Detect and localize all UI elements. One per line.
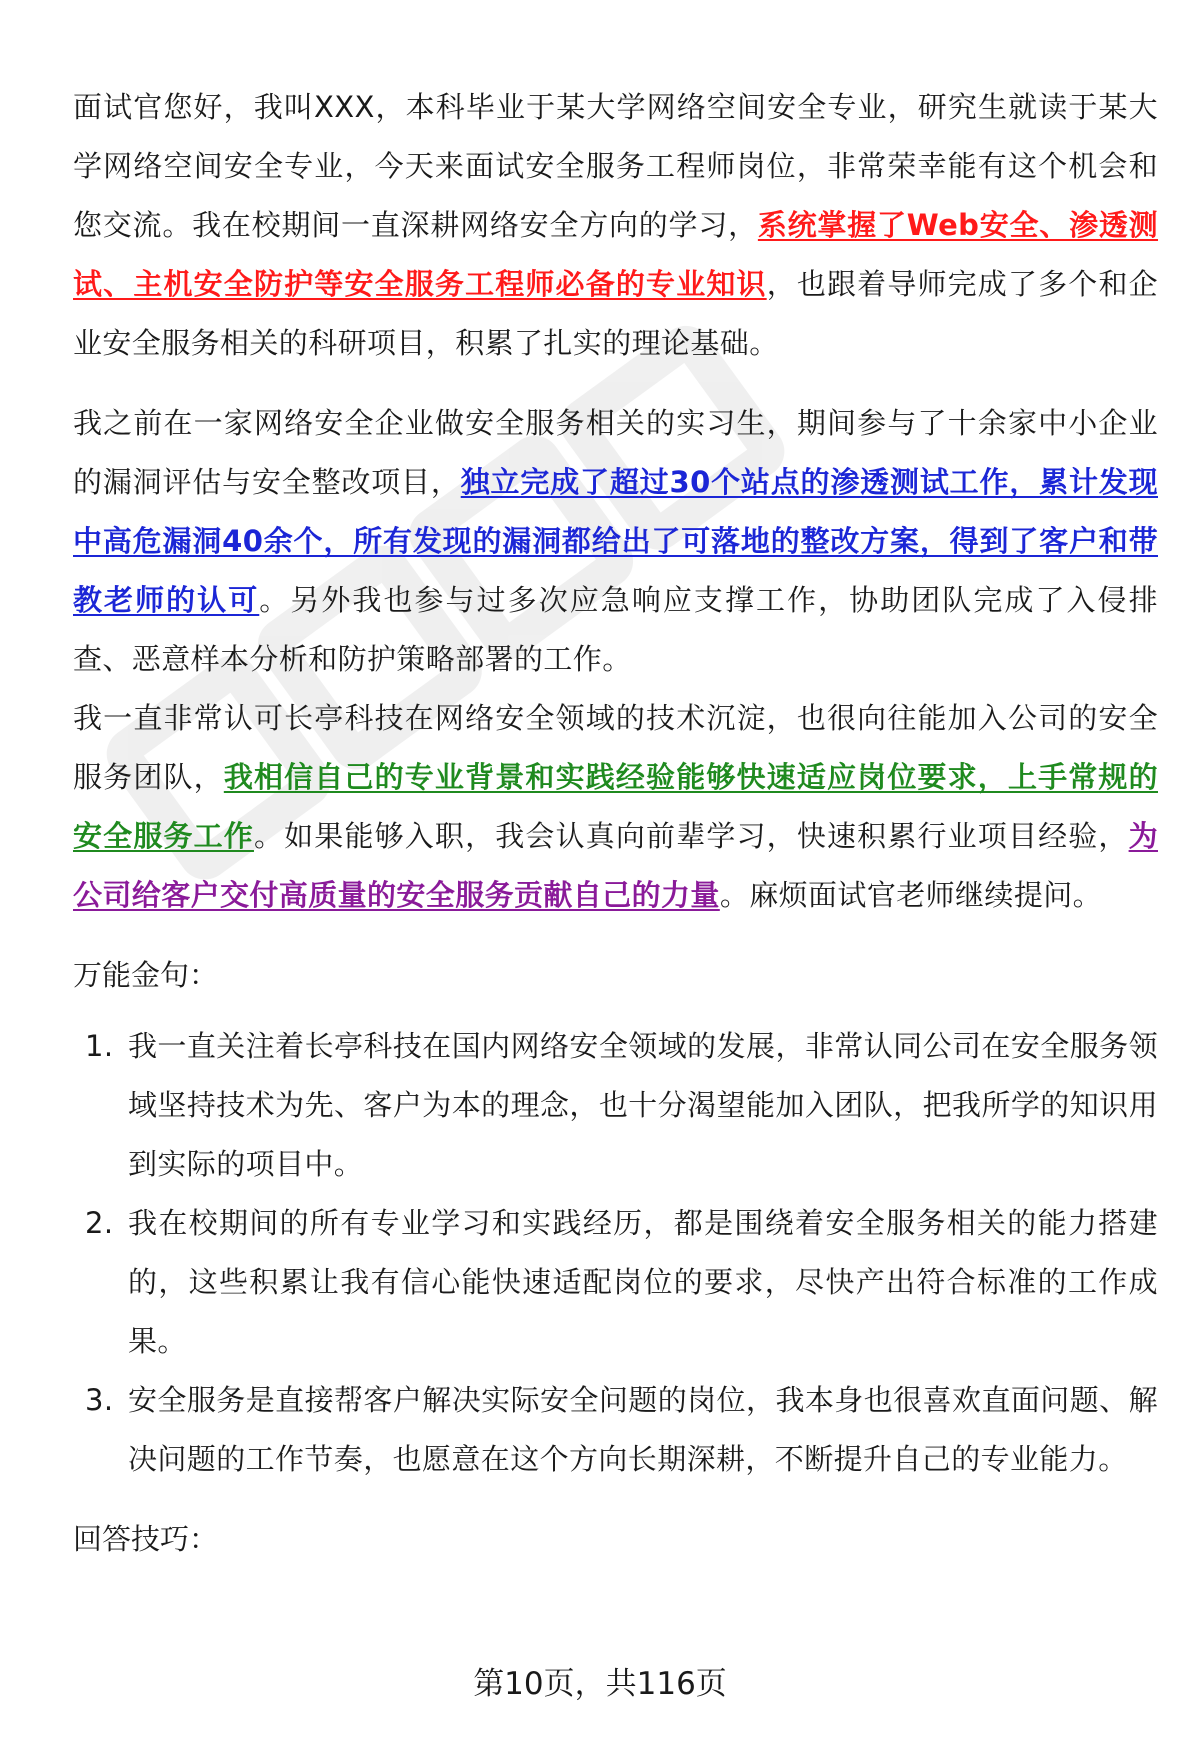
list-item-text: 安全服务是直接帮客户解决实际安全问题的岗位，我本身也很喜欢直面问题、解决问题的工作节奏，也愿意在这个方向长期深耕，不断提升自己的专业能力。 — [128, 1383, 1158, 1476]
internship-paragraph — [73, 394, 1158, 689]
intro-highlight: 系统掌握了Web安全、渗透测试、主机安全防护等安全服务工程师必备的专业知识 — [73, 208, 1159, 301]
motivation-text-3: 。麻烦面试官老师继续提问。 — [719, 878, 1103, 912]
list-item-text: 我在校期间的所有专业学习和实践经历，都是围绕着安全服务相关的能力搭建的，这些积累让我有信心能快速适配岗位的要求，尽快产出符合标准的工作成果。 — [128, 1206, 1158, 1358]
motivation-highlight-purple: 为公司给客户交付高质量的安全服务贡献自己的力量 — [73, 819, 1158, 912]
internship-text-2: 。另外我也参与过多次应急响应支撑工作，协助团队完成了入侵排查、恶意样本分析和防护策略部署的工作。 — [73, 583, 1158, 676]
intro-text-2: ，也跟着导师完成了多个和企业安全服务相关的科研项目，积累了扎实的理论基础。 — [73, 267, 1159, 360]
internship-text-1: 我之前在一家网络安全企业做安全服务相关的实习生，期间参与了十余家中小企业的漏洞评估与安全整改项目， — [73, 406, 1158, 499]
list-item-number: 1. — [85, 1029, 114, 1063]
motivation-text-2: 。如果能够入职，我会认真向前辈学习，快速积累行业项目经验， — [253, 819, 1129, 853]
page-number: 第10页，共116页 — [473, 1666, 727, 1702]
intro-text-1: 面试官您好，我叫XXX，本科毕业于某大学网络空间安全专业，研究生就读于某大学网络空间安全专业，今天来面试安全服务工程师岗位，非常荣幸能有这个机会和您交流。我在校期间一直深耕网络安全方向的学习， — [73, 90, 1158, 242]
motivation-text-1: 我一直非常认可长亭科技在网络安全领域的技术沉淀，也很向往能加入公司的安全服务团队， — [73, 701, 1158, 794]
motivation-highlight-green: 我相信自己的专业背景和实践经验能够快速适应岗位要求，上手常规的安全服务工作 — [73, 760, 1158, 853]
document-body — [73, 78, 1158, 1569]
intro-paragraph — [73, 78, 1158, 373]
golden-sentences-heading: 万能金句： — [73, 958, 219, 992]
list-item-number: 2. — [85, 1206, 114, 1240]
internship-highlight: 独立完成了超过30个站点的渗透测试工作，累计发现中高危漏洞40余个，所有发现的漏洞都给出了可落地的整改方案，得到了客户和带教老师的认可 — [73, 465, 1158, 617]
answer-tips-heading: 回答技巧： — [73, 1522, 219, 1556]
list-item — [73, 1017, 1158, 1194]
motivation-paragraph — [73, 689, 1158, 925]
list-item — [73, 1371, 1158, 1489]
golden-sentences-list — [73, 1017, 1158, 1489]
list-item-number: 3. — [85, 1383, 114, 1417]
list-item — [73, 1194, 1158, 1371]
list-item-text: 我一直关注着长亭科技在国内网络安全领域的发展，非常认同公司在安全服务领域坚持技术为先、客户为本的理念，也十分渴望能加入团队，把我所学的知识用到实际的项目中。 — [128, 1029, 1158, 1181]
